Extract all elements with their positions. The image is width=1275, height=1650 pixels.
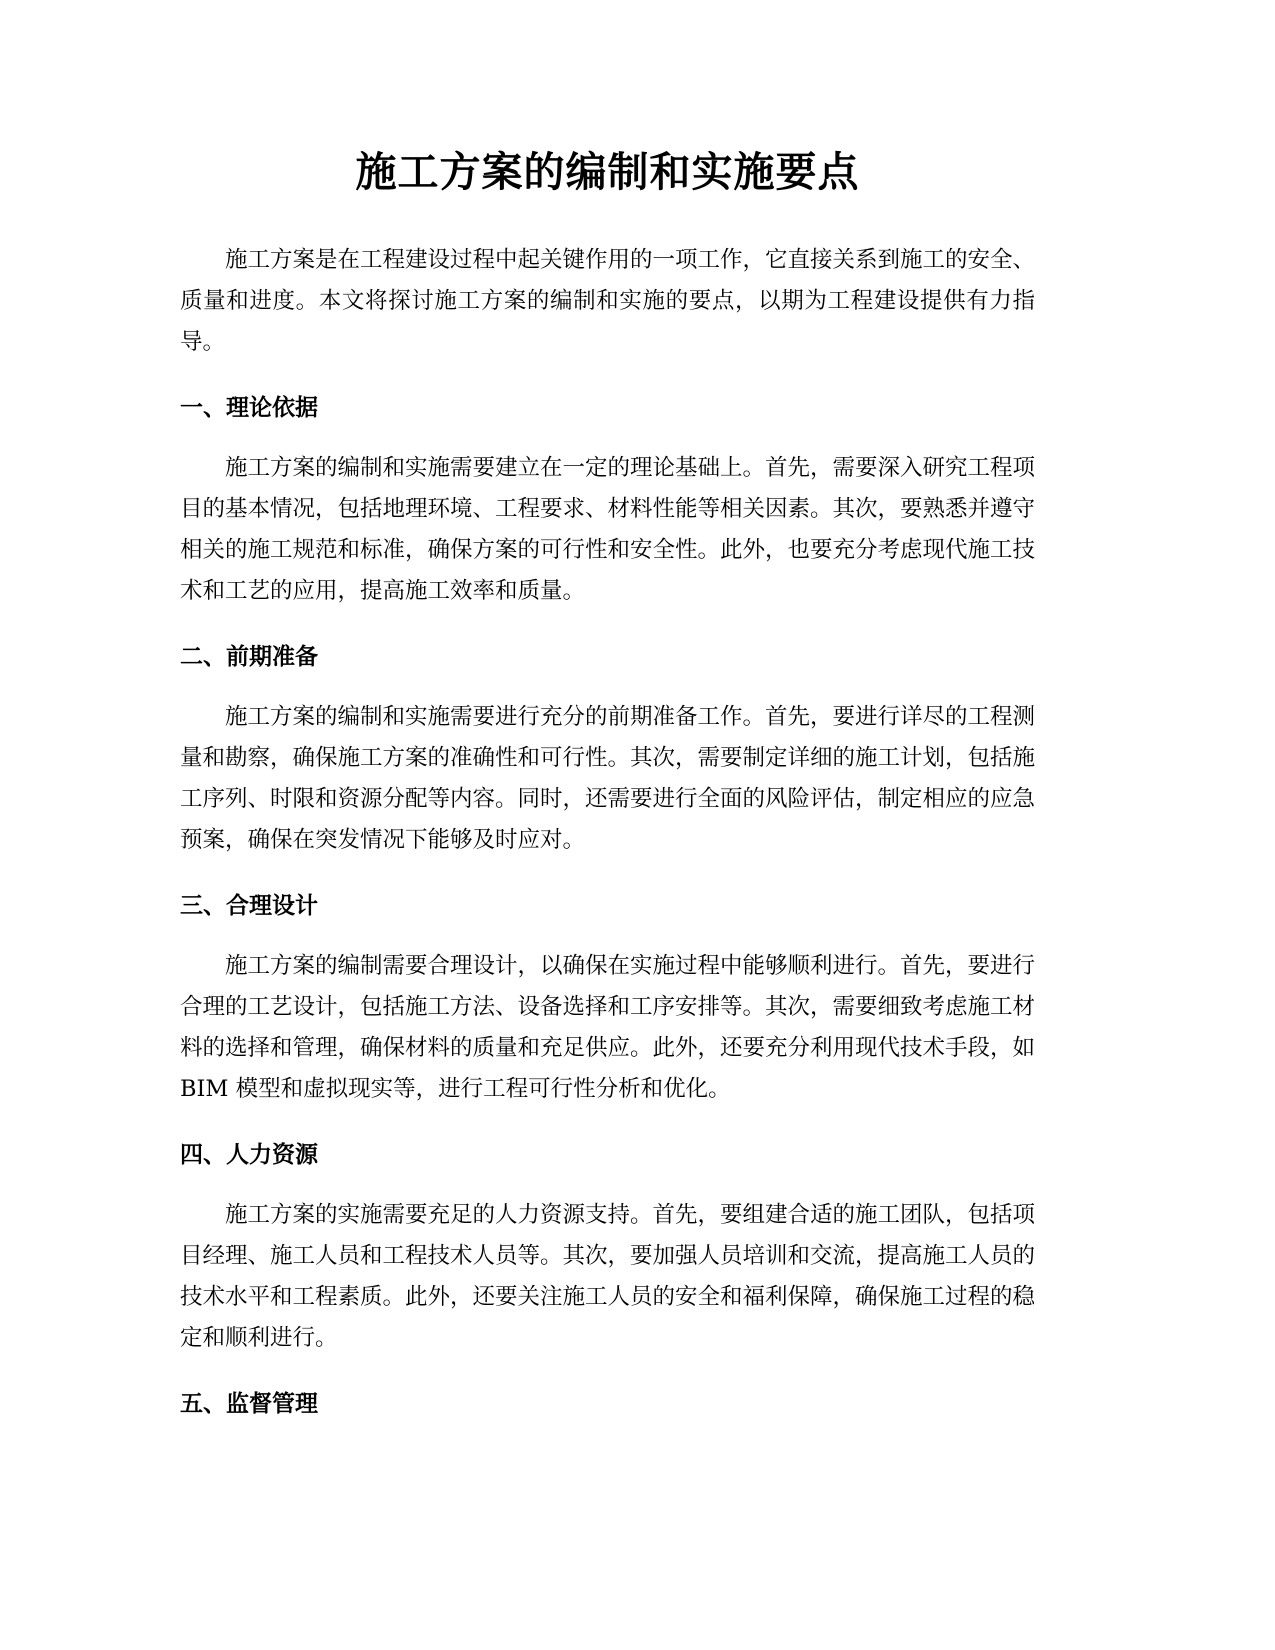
section-paragraph: 施工方案的编制和实施需要建立在一定的理论基础上。首先，需要深入研究工程项目的基本情况，包括地理环境、工程要求、材料性能等相关因素。其次，要熟悉并遵守相关的施工规范和标准，确保方案的可行性和安全性。此外，也要充分考虑现代施工技术和工艺的应用，提高施工效率和质量。 [180, 455, 1036, 604]
section-heading: 五、监督管理 [180, 1391, 318, 1417]
document-title: 施工方案的编制和实施要点 [355, 148, 860, 196]
document-page [180, 140, 1035, 1444]
section-human-resources [180, 1140, 1035, 1359]
section-heading: 四、人力资源 [180, 1142, 318, 1168]
section-heading: 二、前期准备 [180, 644, 318, 670]
section-heading: 三、合理设计 [180, 893, 318, 919]
section-heading: 一、理论依据 [180, 395, 318, 421]
section-paragraph: 施工方案的编制需要合理设计，以确保在实施过程中能够顺利进行。首先，要进行合理的工艺设计，包括施工方法、设备选择和工序安排等。其次，需要细致考虑施工材料的选择和管理，确保材料的质量和充足供应。此外，还要充分利用现代技术手段，如 BIM 模型和虚拟现实等，进行工程可行性分析和优化。 [180, 953, 1036, 1102]
section-preparation [180, 642, 1035, 861]
section-paragraph: 施工方案的编制和实施需要进行充分的前期准备工作。首先，要进行详尽的工程测量和勘察，确保施工方案的准确性和可行性。其次，需要制定详细的施工计划，包括施工序列、时限和资源分配等内容。同时，还需要进行全面的风险评估，制定相应的应急预案，确保在突发情况下能够及时应对。 [180, 704, 1036, 853]
section-paragraph: 施工方案的实施需要充足的人力资源支持。首先，要组建合适的施工团队，包括项目经理、施工人员和工程技术人员等。其次，要加强人员培训和交流，提高施工人员的技术水平和工程素质。此外，还要关注施工人员的安全和福利保障，确保施工过程的稳定和顺利进行。 [180, 1202, 1036, 1351]
section-supervision [180, 1389, 1035, 1419]
section-theory [180, 393, 1035, 612]
section-design [180, 891, 1035, 1110]
intro-paragraph: 施工方案是在工程建设过程中起关键作用的一项工作，它直接关系到施工的安全、质量和进度。本文将探讨施工方案的编制和实施的要点，以期为工程建设提供有力指导。 [180, 247, 1036, 355]
